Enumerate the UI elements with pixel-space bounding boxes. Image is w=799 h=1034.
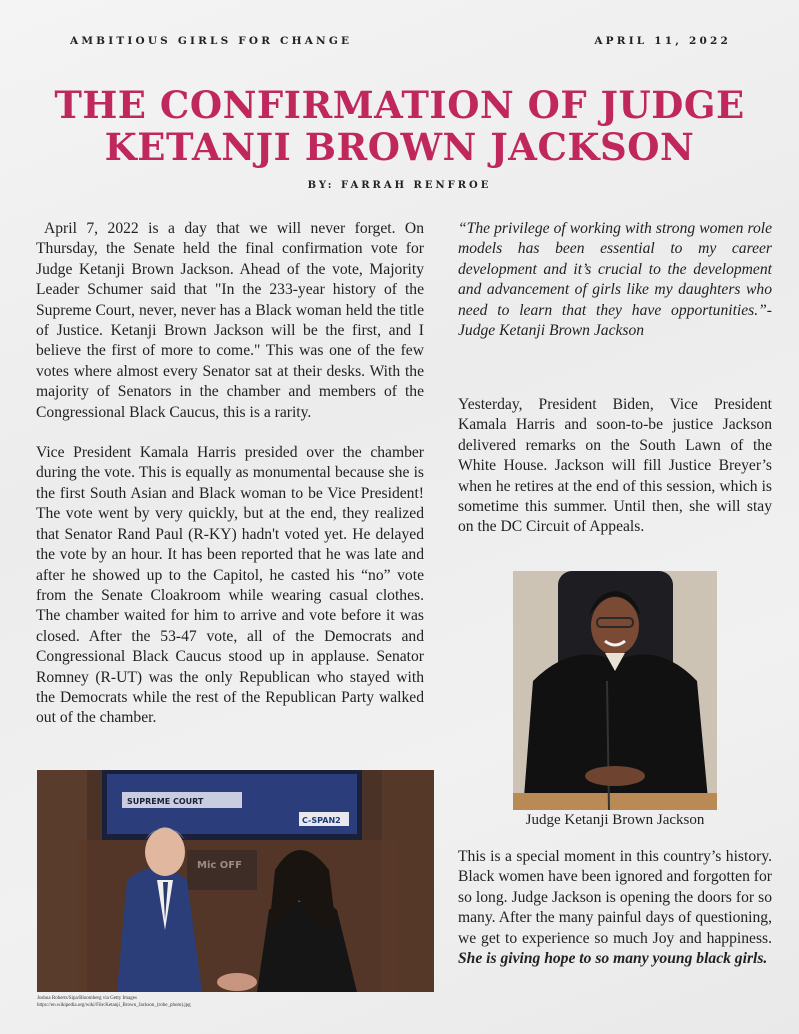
byline: BY: FARRAH RENFROE (307, 180, 492, 191)
title-line-1: THE CONFIRMATION OF JUDGE (54, 83, 745, 127)
paragraph-2: Vice President Kamala Harris presided over the chamber during the vote. This is equally as monumental because she is the first South Asian and Black woman to be Vice President! The vote went by very quickly, but at the end, they realized that Senator Rand Paul (R-KY) hadn't voted yet. He delayed the vote by an hour. It has been reported that he was late and after he showed up to the Capitol, he casted his “no” vote from the Senate Cloakroom while wearing casual clothes. The chamber waited for him to arrive and vote before it was closed. After the 53-47 vote, all of the Democrats and Congressional Black Caucus stood up in applause. Senator Romney (R-UT) was the only Republican who stayed with the Democrats while the rest of the Republican Party walked out of the chamber. (36, 444, 424, 727)
photo-credit-line-1: Joshua Roberts/Sipa/Bloomberg via Getty Images (37, 996, 137, 1001)
biden-jackson-photo (37, 770, 434, 992)
organization-name: AMBITIOUS GIRLS FOR CHANGE (70, 35, 353, 47)
paragraph-1: April 7, 2022 is a day that we will never forget. On Thursday, the Senate held the final confirmation vote for Judge Ketanji Brown Jackson. Ahead of the vote, Majority Leader Schumer said that "In the 233-year history of the Supreme Court, never, never has a Black woman held the title of Justice. Ketanji Brown Jackson will be the first, and I believe the first of more to come." This was one of the few votes where almost every Senator sat at their desks. With the majority of Senators in the chamber and members of the Congressional Black Caucus, this is a rarity. (36, 220, 424, 421)
left-column (36, 219, 424, 729)
photo-credit-line-2: https://en.wikipedia.org/wiki/File:Ketanji_Brown_Jackson_(robe_photo).jpg (37, 1003, 191, 1008)
paragraph-4 (458, 847, 772, 969)
pull-quote: “The privilege of working with strong women role models has been essential to my career development and it’s crucial to the development and advancement of girls like my daughters who need to learn that they have opportunities.”- Judge Ketanji Brown Jackson (458, 220, 772, 340)
paragraph-4-text: This is a special moment in this country’s history. Black women have been ignored and forgotten for so long. Judge Jackson is opening the doors for so many. After the many painful days of questioning, we get to experience so much Joy and happiness. (458, 848, 772, 947)
article-title (0, 84, 799, 168)
paragraph-3: Yesterday, President Biden, Vice President Kamala Harris and soon-to-be justice Jackson delivered remarks on the South Lawn of the White House. Jackson will fill Justice Breyer’s when he retires at the end of this session, which is sometime this summer. Until then, she will stay on the DC Circuit of Appeals. (458, 396, 772, 536)
jackson-portrait-photo (513, 571, 717, 810)
title-line-2: KETANJI BROWN JACKSON (104, 125, 695, 169)
photo-credits (37, 995, 191, 1009)
tv-channel-text: C-SPAN2 (302, 816, 341, 825)
portrait-caption: Judge Ketanji Brown Jackson (525, 812, 705, 828)
tv-chyron-text: SUPREME COURT (127, 797, 204, 806)
paragraph-4-emphasis: She is giving hope to so many young black girls. (458, 950, 768, 968)
issue-date: APRIL 11, 2022 (594, 35, 731, 47)
